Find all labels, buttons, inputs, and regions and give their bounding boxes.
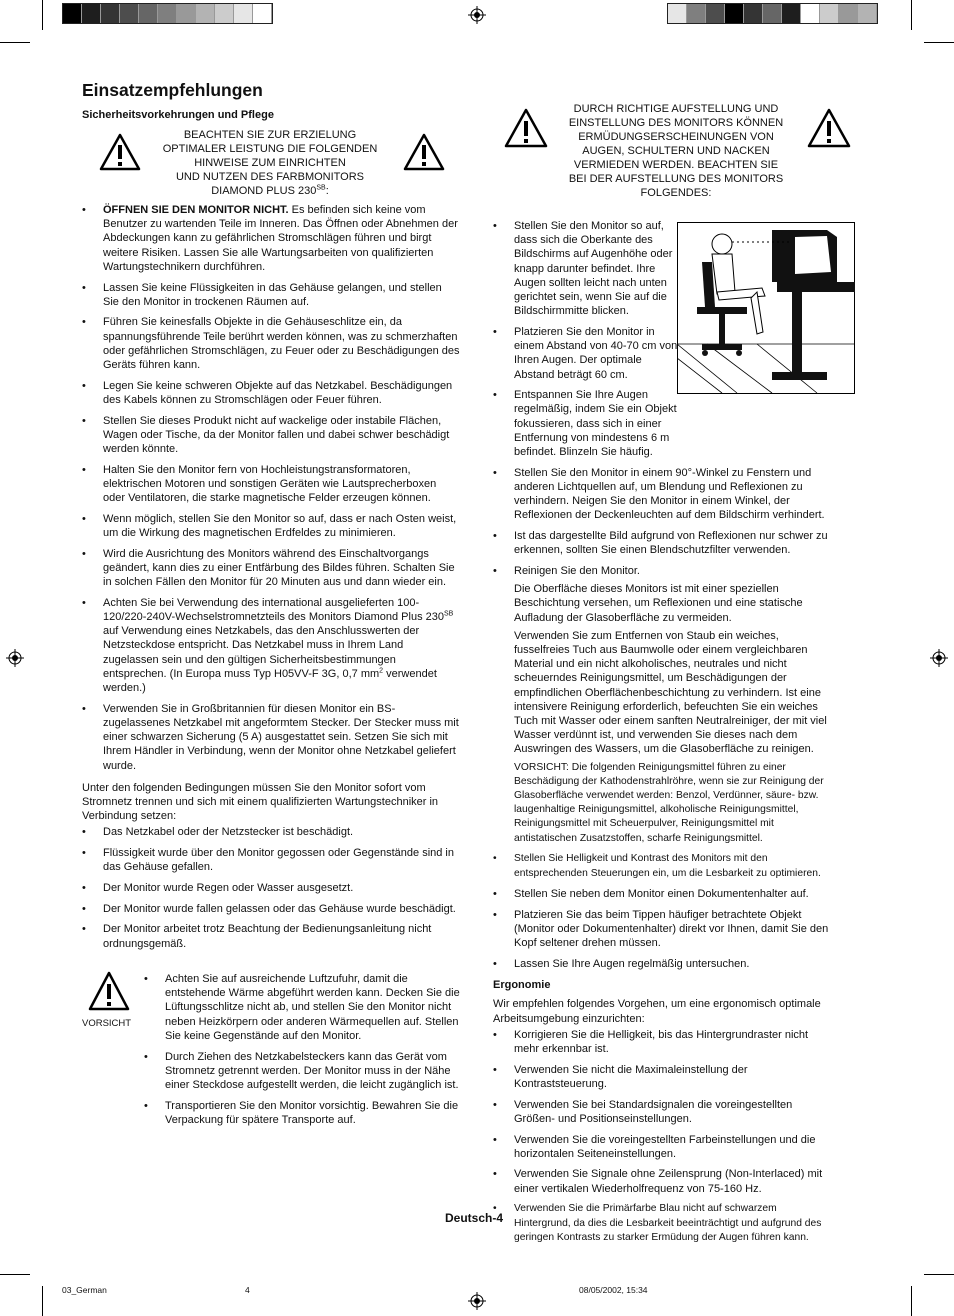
calibration-swatch [234, 4, 253, 23]
caution-triangle-icon [88, 971, 130, 1013]
registration-mark-icon [6, 649, 24, 667]
calibration-bar-right [667, 3, 878, 24]
list-item: • Lassen Sie Ihre Augen regelmäßig untersuchen. [493, 957, 831, 971]
list-item: • Achten Sie auf ausreichende Luftzufuhr, damit die entstehende Wärme abgeführt werden kann. Decken Sie die Lüftungsschlitze nicht ab, und stellen Sie den Monitor nicht neben Heizkörpern oder anderen Wärmequellen auf. Stellen Sie keine Gegenstände auf den Monitor. [144, 972, 460, 1043]
list-item: • Flüssigkeit wurde über den Monitor gegossen oder Gegenstände sind in das Gehäuse gefallen. [82, 846, 460, 874]
warning-triangle-icon [807, 108, 851, 148]
list-text: Es befinden sich keine vom Benutzer zu wartenden Teile im Inneren. Das Öffnen oder Abnehmen der Abdeckungen kann zu gefährlichen Stromschlägen führen und birgt weitere Risiken. Lassen Sie alle Wartungsarbeiten von qualifizierten Wartungstechnikern durchführen. [103, 204, 458, 273]
calibration-swatch [782, 4, 801, 23]
list-item: • Lassen Sie keine Flüssigkeiten in das Gehäuse gelangen, und stellen Sie den Monitor in trockenen Räumen auf. [82, 281, 460, 309]
warning-line: AUGEN, SCHULTERN UND NACKEN [582, 145, 770, 157]
calibration-swatch [253, 4, 272, 23]
warning-triangle-icon [99, 133, 141, 171]
page-number: Deutsch-4 [445, 1211, 504, 1225]
footer-datetime: 08/05/2002, 15:34 [579, 1285, 648, 1295]
list-item: • Durch Ziehen des Netzkabelsteckers kann das Gerät vom Stromnetz getrennt werden. Der Monitor muss in der Nähe einer Steckdose aufgestellt werden, die leicht zugänglich ist. [144, 1050, 460, 1093]
safety-list [82, 203, 460, 773]
warning-text: DIAMOND PLUS 230 [211, 185, 317, 197]
warning-line: FOLGENDES: [640, 187, 712, 199]
calibration-swatch [839, 4, 858, 23]
ergonomics-list [493, 1028, 831, 1245]
calibration-swatch [63, 4, 82, 23]
ergonomics-heading: Ergonomie [493, 979, 551, 992]
crop-mark [924, 42, 954, 43]
list-item: • Stellen Sie dieses Produkt nicht auf wackelige oder instabile Flächen, Wagen oder Tische, da der Monitor fallen und dabei schwer beschädigt werden könnte. [82, 414, 460, 457]
list-item: • Korrigieren Sie die Helligkeit, bis das Hintergrundraster nicht mehr erkennbar ist. [493, 1028, 831, 1056]
ergonomics-setup-list [493, 219, 831, 971]
warning-line: OPTIMALER LEISTUNG DIE FOLGENDEN [162, 143, 378, 155]
calibration-swatch [687, 4, 706, 23]
list-item: • Ist das dargestellte Bild aufgrund von Reflexionen nur schwer zu erkennen, sollten Sie einen Blendschutzfilter verwenden. [493, 529, 831, 557]
calibration-swatch [763, 4, 782, 23]
list-item: • Stellen Sie neben dem Monitor einen Dokumentenhalter auf. [493, 887, 831, 901]
warning-text: : [325, 185, 329, 197]
list-item: • Legen Sie keine schweren Objekte auf das Netzkabel. Beschädigungen des Kabels können zu Stromschlägen oder Feuer führen. [82, 379, 460, 407]
page-title: Einsatzempfehlungen [82, 80, 263, 100]
list-item: • Verwenden Sie nicht die Maximaleinstellung der Kontraststeuerung. [493, 1063, 831, 1091]
list-item [493, 388, 831, 459]
list-item: • Verwenden Sie die Primärfarbe Blau nicht auf schwarzem Hintergrund, da dies die Lesbarkeit beeinträchtigt und aufgrund des geringen Kontrasts zu starker Ermüdung der Augen führen kann. [493, 1202, 831, 1245]
calibration-swatch [820, 4, 839, 23]
warning-line: ERMÜDUNGSERSCHEINUNGEN VON [578, 131, 774, 143]
list-text: verwendet werden.) [103, 667, 437, 695]
paragraph: Verwenden Sie zum Entfernen von Staub ein weiches, fusselfreies Tuch aus Baumwolle oder einem vergleichbaren Material und ein nicht alkoholisches, neutrales und nicht scheuerndes Reinigungsmittel, um Beschädigungen der empfindlichen Oberflächenbeschichtung zu verhindern. Ist eine intensivere Reinigung erforderlich, befeuchten Sie ein weiches Tuch mit Wasser oder einem sanften Neutralreiniger, der mit viel Wasser verdünnt ist, und verwenden Sie dieses nach dem Auswringen des Wassers, um die Glasoberfläche zu reinigen. [514, 629, 827, 756]
list-item: • Der Monitor arbeitet trotz Beachtung der Bedienungsanleitung nicht ordnungsgemäß. [82, 922, 460, 950]
footer-file: 03_German [62, 1285, 107, 1295]
warning-line: UND NUTZEN DES FARBMONITORS [175, 171, 365, 183]
list-item: • Das Netzkabel oder der Netzstecker ist beschädigt. [82, 825, 460, 839]
calibration-swatch [744, 4, 763, 23]
superscript: 2 [379, 667, 384, 675]
crop-mark [924, 1274, 954, 1275]
list-item: • Verwenden Sie Signale ohne Zeilensprung (Non-Interlaced) mit einer vertikalen Wiederholfrequenz von 75-160 Hz. [493, 1167, 831, 1195]
warning-box-right [548, 102, 804, 200]
list-item [82, 203, 460, 274]
list-item: • Verwenden Sie in Großbritannien für diesen Monitor ein BS-zugelassenes Netzkabel mit angeformtem Stecker. Der Stecker muss mit einer schwarzen Sicherung (5 A) ausgestattet sein. Setzen Sie sich mit Ihrem Händler in Verbindung, wenn der Monitor ohne Netzkabel geliefert wurde. [82, 702, 460, 773]
warning-line: HINWEISE ZUM EINRICHTEN [194, 157, 346, 169]
warning-triangle-icon [504, 108, 548, 148]
warning-box-left [140, 128, 400, 198]
list-item [493, 564, 831, 846]
ergonomics-intro: Wir empfehlen folgendes Vorgehen, um eine ergonomisch optimale Arbeitsumgebung einzurichten: [493, 998, 821, 1025]
list-item: • Platzieren Sie den Monitor in einem Abstand von 40-70 cm von Ihren Augen. Der optimale Abstand beträgt 60 cm. [493, 325, 678, 382]
crop-mark [42, 0, 43, 30]
warning-triangle-icon [403, 133, 445, 171]
disconnect-list [82, 825, 460, 950]
list-item: • Stellen Sie Helligkeit und Kontrast des Monitors mit den entsprechenden Steuerungen ein, um die Lesbarkeit zu optimieren. [493, 852, 831, 880]
list-item: • Transportieren Sie den Monitor vorsichtig. Bewahren Sie die Verpackung für spätere Transporte auf. [144, 1099, 460, 1127]
crop-mark [42, 1286, 43, 1316]
caution-paragraph: VORSICHT: Die folgenden Reinigungsmittel führen zu einer Beschädigung der Kathodenstrahlröhre, wenn sie zur Reinigung der Glasoberfläche verwendet werden: Benzol, Verdünner, säure- bzw. laugenhaltige Reinigungsmittel, alkoholische Reinigungsmittel, Reinigungsmittel mit Scheuerpulver, Reinigungsmittel mit antistatischen Zusatzstoffen, scharfe Reinigungsmittel. [514, 761, 824, 844]
warning-line: DURCH RICHTIGE AUFSTELLUNG UND [573, 103, 779, 115]
bold-text: ÖFFNEN SIE DEN MONITOR NICHT. [103, 204, 289, 216]
registration-mark-icon [930, 649, 948, 667]
list-item: • Wenn möglich, stellen Sie den Monitor so auf, dass er nach Osten weist, um die Wirkung des magnetischen Erdfeldes zu minimieren. [82, 512, 460, 540]
warning-line [140, 184, 400, 198]
calibration-swatch [801, 4, 820, 23]
list-item: • Führen Sie keinesfalls Objekte in die Gehäuseschlitze ein, da spannungsführende Teile berührt werden können, was zu schmerzhaften oder gefährlichen Stromschlägen, zu Feuer oder zu Beschädigungen des Geräts führen kann. [82, 315, 460, 372]
calibration-swatch [725, 4, 744, 23]
list-item: • Wird die Ausrichtung des Monitors während des Einschaltvorgangs geändert, kann dies zu einer Entfärbung des Bildes führen. Schalten Sie in solchen Fällen den Monitor für 20 Minuten aus und dann wieder ein. [82, 547, 460, 590]
list-text: • Entspannen Sie Ihre Augen regelmäßig, indem Sie ein Objekt fokussieren, dass sich in einer Entfernung von mindestens 6 m befindet. Blinzeln Sie häufig. [514, 389, 677, 459]
calibration-swatch [158, 4, 177, 23]
calibration-swatch [139, 4, 158, 23]
caution-column [144, 972, 460, 1134]
calibration-swatch [82, 4, 101, 23]
warning-line: EINSTELLUNG DES MONITORS KÖNNEN [568, 117, 784, 129]
calibration-swatch [101, 4, 120, 23]
list-text: Achten Sie bei Verwendung des international ausgelieferten 100-120/220-240V-Wechselstromnetzteils des Monitors Diamond Plus 230 [103, 596, 444, 624]
calibration-swatch [215, 4, 234, 23]
paragraph: Die Oberfläche dieses Monitors ist mit einer speziellen Beschichtung versehen, um Reflexionen und eine statische Aufladung der Glasoberfläche zu vermeiden. [514, 583, 803, 624]
crop-mark [0, 1274, 30, 1275]
list-text: auf Verwendung eines Netzkabels, das den Anschlusswerten der Netzsteckdose entspricht. Das Netzkabel muss in Ihrem Land zugelassen sein und den gültigen Sicherheitsbestimmungen entsprechen. (In Europa muss Typ H05VV-F 3G, 0,7 mm [103, 625, 420, 680]
list-text: • Reinigen Sie den Monitor. [514, 564, 640, 577]
calibration-swatch [120, 4, 139, 23]
crop-mark [0, 42, 30, 43]
warning-line: VERMIEDEN WERDEN. BEACHTEN SIE [573, 159, 779, 171]
warning-line: BEACHTEN SIE ZUR ERZIELUNG [183, 129, 357, 141]
list-item: • Verwenden Sie die voreingestellten Farbeinstellungen und die horizontalen Seiteneinstellungen. [493, 1133, 831, 1161]
calibration-bar-left [62, 3, 273, 24]
list-item [82, 596, 460, 695]
crop-mark [911, 1286, 912, 1316]
calibration-swatch [177, 4, 196, 23]
caution-list [144, 972, 460, 1127]
superscript: SB [316, 184, 326, 192]
calibration-swatch [196, 4, 215, 23]
disconnect-intro: Unter den folgenden Bedingungen müssen Sie den Monitor sofort vom Stromnetz trennen und sich mit einem qualifizierten Wartungstechniker in Verbindung setzen: [82, 781, 439, 823]
list-item: • Platzieren Sie das beim Tippen häufiger betrachtete Objekt (Monitor oder Dokumentenhalter) direkt vor Ihnen, damit Sie den Kopf seltener drehen müssen. [493, 908, 831, 951]
list-item: • Der Monitor wurde Regen oder Wasser ausgesetzt. [82, 881, 460, 895]
list-item: • Der Monitor wurde fallen gelassen oder das Gehäuse wurde beschädigt. [82, 902, 460, 916]
list-item: • Stellen Sie den Monitor in einem 90°-Winkel zu Fenstern und anderen Lichtquellen auf, um Blendung und Reflexionen zu verhindern. Neigen Sie den Monitor in einem Winkel, der Reflexionen der Deckenleuchten auf dem Bildschirm verhindert. [493, 466, 831, 523]
calibration-swatch [858, 4, 877, 23]
warning-line: BEI DER AUFSTELLUNG DES MONITORS [568, 173, 784, 185]
superscript: SB [443, 610, 454, 618]
list-item: • Halten Sie den Monitor fern von Hochleistungstransformatoren, elektrischen Motoren und sonstigen Geräten wie Lautsprecherboxen oder Ventilatoren, die starke magnetische Felder erzeugen können. [82, 463, 460, 506]
caution-label: VORSICHT [82, 1018, 132, 1029]
right-column [493, 219, 831, 1252]
left-column [82, 203, 460, 957]
registration-mark-icon [468, 1292, 486, 1310]
calibration-swatch [668, 4, 687, 23]
list-item: • Stellen Sie den Monitor so auf, dass sich die Oberkante des Bildschirms auf Augenhöhe oder knapp darunter befindet. Ihre Augen sollten leicht nach unten gerichtet sein, wenn Sie auf die Bildschirmmitte blicken. [493, 219, 678, 318]
crop-mark [911, 0, 912, 30]
safety-heading: Sicherheitsvorkehrungen und Pflege [82, 109, 274, 121]
footer-page: 4 [245, 1285, 250, 1295]
list-item: • Verwenden Sie bei Standardsignalen die voreingestellten Größen- und Positionseinstellungen. [493, 1098, 831, 1126]
registration-mark-icon [468, 6, 486, 24]
calibration-swatch [706, 4, 725, 23]
